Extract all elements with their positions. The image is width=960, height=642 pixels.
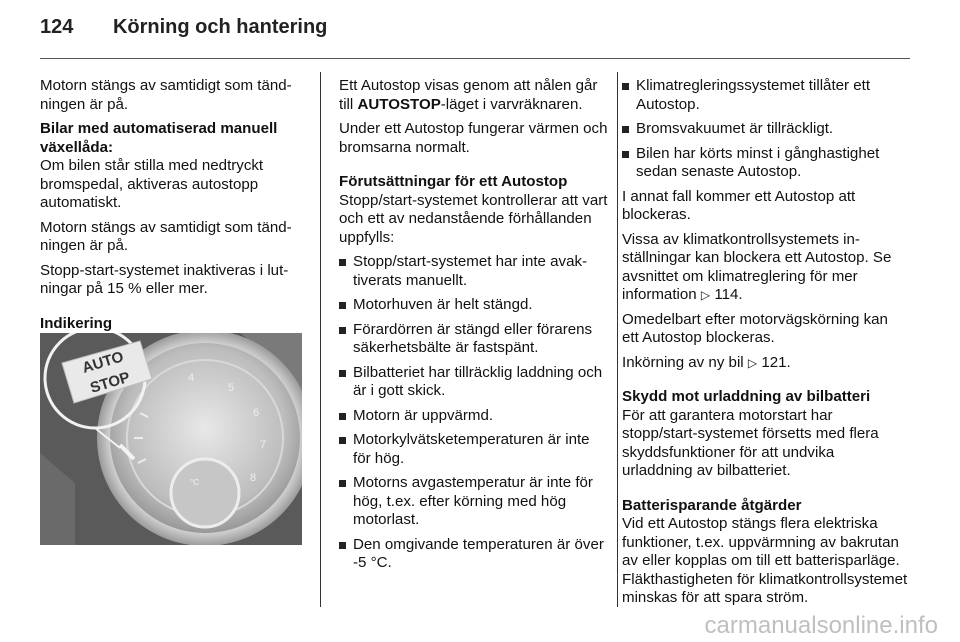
list-item: Motorhuven är helt stängd. [339, 296, 611, 315]
list-item: Förardörren är stängd eller förarens säkerhetsbälte är fastspänt. [339, 321, 611, 358]
bullet-icon [622, 126, 629, 133]
gauge-unit-label: °C [190, 478, 199, 487]
page-ref-link[interactable]: 121. [761, 353, 791, 371]
list-item: Klimatregleringssystemet tillåter ett Autostop. [622, 77, 908, 114]
autostop-label: AUTOSTOP [357, 95, 441, 113]
page-ref-icon: ▷ [700, 288, 711, 302]
page-ref-link[interactable]: 114. [714, 286, 743, 303]
section-heading: Förutsättningar för ett Autostop [339, 173, 568, 190]
list-item: Bromsvakuumet är tillräckligt. [622, 120, 908, 139]
paragraph: I annat fall kommer ett Autostop att blockeras. [622, 187, 856, 223]
svg-text:6: 6 [253, 407, 260, 419]
list-item: Motorn är uppvärmd. [339, 407, 611, 426]
list-item: Bilbatteriet har tillräcklig laddning och är i gott skick. [339, 364, 611, 401]
svg-text:4: 4 [188, 372, 195, 384]
bullet-icon [339, 413, 346, 420]
svg-text:5: 5 [228, 382, 235, 394]
column-divider-1 [320, 72, 321, 607]
bullet-icon [339, 302, 346, 309]
condition-list-continued [622, 77, 908, 182]
page-header [40, 16, 327, 39]
list-item: Den omgivande temperaturen är över -5 °C. [339, 536, 611, 573]
bullet-icon [339, 259, 346, 266]
indicator-line-auto: AUTO [80, 348, 126, 377]
section-heading: Batterisparande åtgärder [622, 496, 802, 514]
bullet-icon [339, 327, 346, 334]
bullet-icon [339, 370, 346, 377]
header-rule [40, 58, 910, 59]
condition-list [339, 253, 611, 573]
list-item: Bilen har körts minst i gånghastighet sedan senaste Autostop. [622, 145, 908, 182]
page-ref-icon: ▷ [747, 355, 758, 370]
paragraph: Stopp-start-systemet inaktiveras i lutningar på 15 % eller mer. [40, 261, 289, 297]
bullet-icon [622, 151, 629, 158]
svg-text:7: 7 [260, 439, 267, 451]
page-title: Körning och hantering [112, 16, 328, 38]
paragraph: Om bilen står stilla med nedtryckt bromspedal, aktiveras autostopp automatiskt. [40, 157, 264, 211]
dashboard-figure [40, 333, 302, 545]
temperature-gauge [171, 459, 239, 527]
list-item: Motorns avgastemperatur är inte för hög, t.ex. efter körning med hög motorlast. [339, 474, 611, 530]
paragraph: Ett Autostop visas genom att nålen går till AUTOSTOP-läget i varvräknaren. [339, 77, 598, 113]
bullet-icon [339, 437, 346, 444]
paragraph: Motorn stängs av samtidigt som tändningen är på. [40, 218, 292, 254]
list-item: Motorkylvätsketemperaturen är inte för hög. [339, 431, 611, 468]
column-3 [622, 77, 908, 614]
page-number: 124 [40, 16, 74, 38]
column-1 [40, 77, 310, 333]
paragraph: Inkörning av ny bil ▷ 121. [622, 353, 791, 371]
paragraph: Motorn stängs av samtidigt som tändningen är på. [40, 77, 292, 113]
watermark: carmanualsonline.info [704, 612, 938, 639]
bullet-icon [339, 480, 346, 487]
list-item: Stopp/start-systemet har inte avaktiverats manuellt. [339, 253, 611, 290]
paragraph: Vid ett Autostop stängs flera elektriska funktioner, t.ex. uppvärmning av bakrutan av eller kopplas om till ett batterisparläge. Fläkthastigheten för klimatkontrollsystemet minskas för att spara ström. [622, 515, 908, 606]
section-heading: Indikering [40, 314, 113, 332]
column-divider-2 [617, 72, 618, 607]
bullet-icon [622, 83, 629, 90]
column-2 [339, 77, 611, 579]
tachometer-illustration [40, 333, 302, 545]
section-heading: Skydd mot urladdning av bilbatteri [622, 388, 871, 405]
paragraph: Vissa av klimatkontrollsystemets inställningar kan blockera ett Autostop. Se avsnittet om klimatreglering för mer information ▷ 114. [622, 230, 892, 303]
bullet-icon [339, 542, 346, 549]
paragraph: Under ett Autostop fungerar värmen och bromsarna normalt. [339, 120, 608, 156]
indicator-line-stop: STOP [88, 368, 132, 397]
paragraph: Omedelbart efter motorvägskörning kan ett Autostop blockeras. [622, 310, 888, 346]
svg-text:8: 8 [250, 472, 257, 484]
paragraph: För att garantera motorstart har stopp/start-systemet försetts med flera skyddsfunktioner för att undvika urladdning av bilbatteriet. [622, 406, 879, 479]
section-heading: Bilar med automatiserad manuell växellåda: [40, 120, 278, 156]
paragraph: Stopp/start-systemet kontrollerar att vart och ett av nedanstående förhållanden uppfylls: [339, 191, 608, 246]
